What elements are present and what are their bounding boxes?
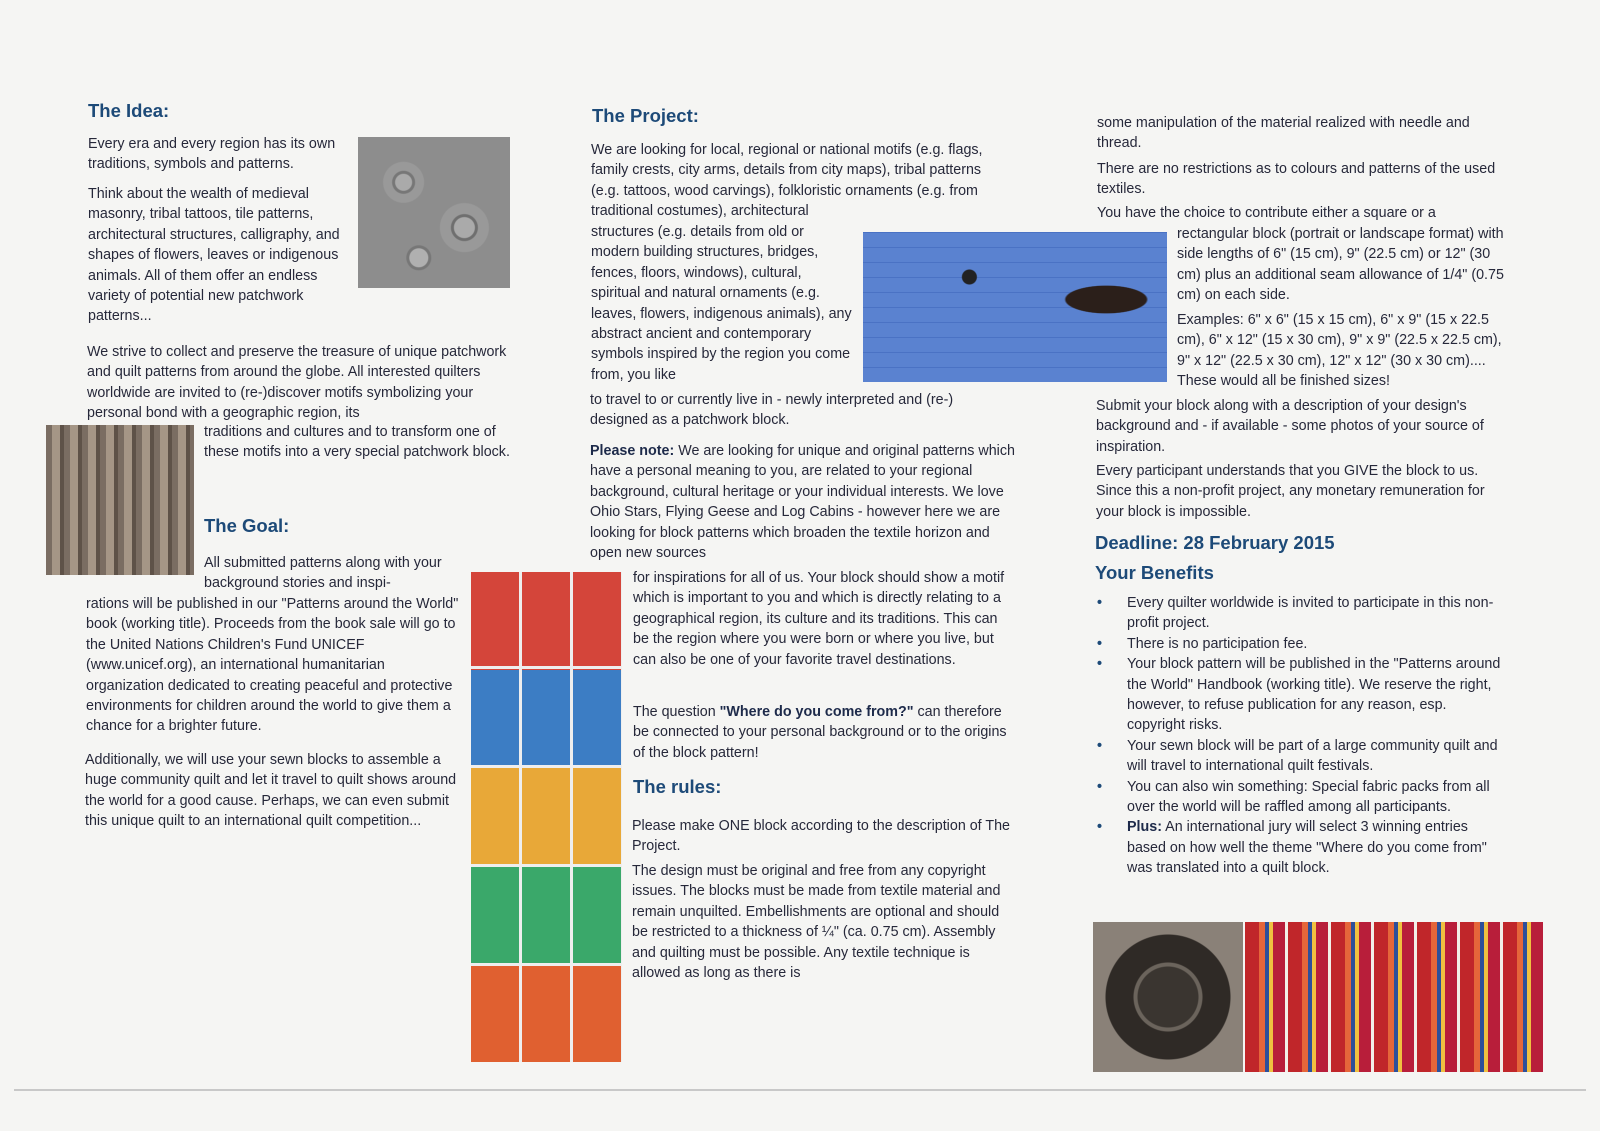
col3-paragraph-3b: rectangular block (portrait or landscape format) with side lengths of 6" (15 cm), 9" (22.5 cm) or 12" (30 cm) plus an additional seam allowance of 1/4" (0.75 cm) on each side. bbox=[1177, 226, 1504, 304]
please-note-label: Please note: bbox=[590, 443, 675, 459]
rules-paragraph-2: The design must be original and free from any copyright issues. The blocks must be made from textile material and remain unquilted. Embellishments are optional and should be restricted to a thickness of ¼" (ca. 0.75 cm). Assembly and quilting must be possible. Any textile technique is allowed as long as there is bbox=[632, 863, 1001, 982]
col3-paragraph-6: Every participant understands that you GIVE the block to us. Since this a non-profit project, any monetary remuneration for your block is impossible. bbox=[1096, 463, 1485, 520]
question-pre: The question bbox=[633, 704, 720, 720]
idea-paragraph-1: Every era and every region has its own traditions, symbols and patterns. bbox=[88, 136, 336, 173]
col3-paragraph-1: some manipulation of the material realized with needle and thread. bbox=[1097, 115, 1470, 152]
idea-paragraph-3a: We strive to collect and preserve the treasure of unique patchwork and quilt patterns from around the globe. All interested quilters worldwide are invited to (re-)discover motifs symbolizing your personal bond with a geographic region, its bbox=[87, 344, 507, 422]
page-edge-divider bbox=[14, 1089, 1586, 1091]
please-note-paragraph bbox=[590, 441, 1015, 563]
rules-paragraph-1: Please make ONE block according to the description of The Project. bbox=[632, 818, 1011, 855]
benefit-item: • There is no participation fee. bbox=[1097, 634, 1507, 654]
miro-mosaic-image bbox=[863, 232, 1167, 382]
col3-paragraph-2: There are no restrictions as to colours and patterns of the used textiles. bbox=[1097, 161, 1496, 198]
project-paragraph-1b: structures (e.g. details from old or modern building structures, bridges, fences, floors, windows), cultural, spiritual and natural ornaments (e.g. leaves, flowers, indigenous animals), any abstract ancient and contemporary symbols inspired by the region you come from, you like bbox=[591, 224, 852, 383]
rules-heading: The rules: bbox=[633, 776, 722, 797]
spiral-carving-image bbox=[358, 137, 510, 288]
idea-paragraph-3b: traditions and cultures and to transform one of these motifs into a very special patchwork block. bbox=[204, 424, 510, 461]
goal-paragraph-1a: All submitted patterns along with your background stories and inspi- bbox=[204, 555, 442, 592]
please-note-text: We are looking for unique and original patterns which have a personal meaning to you, are related to your regional background, cultural heritage or your individual interests. We love Ohio Stars, Flying Geese and Log Cabins - however here we are looking for block patterns which broaden the textile horizon and open new sources bbox=[590, 443, 1015, 562]
benefit-item-plus bbox=[1097, 817, 1507, 878]
textile-rolls-image bbox=[1245, 922, 1543, 1072]
plus-text: An international jury will select 3 winning entries based on how well the theme "Where do you come from" was translated into a quilt block. bbox=[1127, 819, 1487, 877]
plus-label: Plus: bbox=[1127, 819, 1162, 836]
question-bold: "Where do you come from?" bbox=[719, 704, 914, 720]
goal-paragraph-1b: rations will be published in our "Patterns around the World" book (working title). Proceeds from the book sale will go to the United Nations Children's Fund UNICEF (www.unicef.org), an international humanitarian organization dedicated to creating peaceful and protective environments for children around the world to give them a chance for a brighter future. bbox=[86, 596, 459, 735]
ornamental-window-image bbox=[1093, 922, 1243, 1072]
idea-paragraph-2: Think about the wealth of medieval masonry, tribal tattoos, tile patterns, architectural structures, calligraphy, and shapes of flowers, leaves or indigenous animals. All of them offer an endless variety of potential new patchwork patterns... bbox=[88, 186, 340, 325]
quilt-blocks-image bbox=[471, 572, 622, 1062]
col3-examples: Examples: 6" x 6" (15 x 15 cm), 6" x 9" (15 x 22.5 cm), 6" x 12" (15 x 30 cm), 9" x 9" (22.5 x 22.5 cm), 9" x 12" (22.5 x 30 cm), 12" x 12" (30 x 30 cm).... These would all be finished sizes! bbox=[1177, 312, 1502, 390]
carved-wood-pillar-image bbox=[46, 425, 194, 575]
benefit-item: • You can also win something: Special fabric packs from all over the world will be raffled among all participants. bbox=[1097, 777, 1507, 818]
goal-paragraph-2: Additionally, we will use your sewn blocks to assemble a huge community quilt and let it travel to quilt shows around the world for a good cause. Perhaps, we can even submit this unique quilt to an international quilt competition... bbox=[85, 752, 457, 830]
benefit-item: • Every quilter worldwide is invited to participate in this non-profit project. bbox=[1097, 593, 1507, 634]
please-note-continued: for inspirations for all of us. Your block should show a motif which is important to you and which is directly relating to a geographical region, its culture and its traditions. This can be the region where you were born or where you live, but can also be one of your favorite travel destinations. bbox=[633, 570, 1005, 668]
col3-paragraph-3a: You have the choice to contribute either a square or a bbox=[1097, 205, 1436, 221]
deadline-heading: Deadline: 28 February 2015 bbox=[1095, 532, 1335, 553]
benefits-list bbox=[1097, 593, 1507, 879]
benefit-item: • Your sewn block will be part of a large community quilt and will travel to international quilt festivals. bbox=[1097, 736, 1507, 777]
question-post: can therefore be connected to your personal background or to the origins of the block pattern! bbox=[633, 704, 1007, 761]
project-heading: The Project: bbox=[592, 105, 699, 126]
question-paragraph bbox=[633, 702, 1015, 763]
col3-paragraph-5: Submit your block along with a description of your design's background and - if available - some photos of your source of inspiration. bbox=[1096, 398, 1484, 455]
project-paragraph-1a: We are looking for local, regional or national motifs (e.g. flags, family crests, city arms, details from city maps), tribal patterns (e.g. tattoos, wood carvings), folkloristic ornaments (e.g. from traditional costumes), architectural bbox=[591, 142, 983, 220]
benefit-item: • Your block pattern will be published in the "Patterns around the World" Handbook (working title). We reserve the right, however, to refuse publication for any reason, esp. copyright risks. bbox=[1097, 654, 1507, 736]
project-paragraph-1c: to travel to or currently live in - newly interpreted and (re-) designed as a patchwork block. bbox=[590, 392, 954, 429]
idea-heading: The Idea: bbox=[88, 100, 170, 121]
goal-heading: The Goal: bbox=[204, 515, 290, 536]
benefits-heading: Your Benefits bbox=[1095, 562, 1214, 583]
